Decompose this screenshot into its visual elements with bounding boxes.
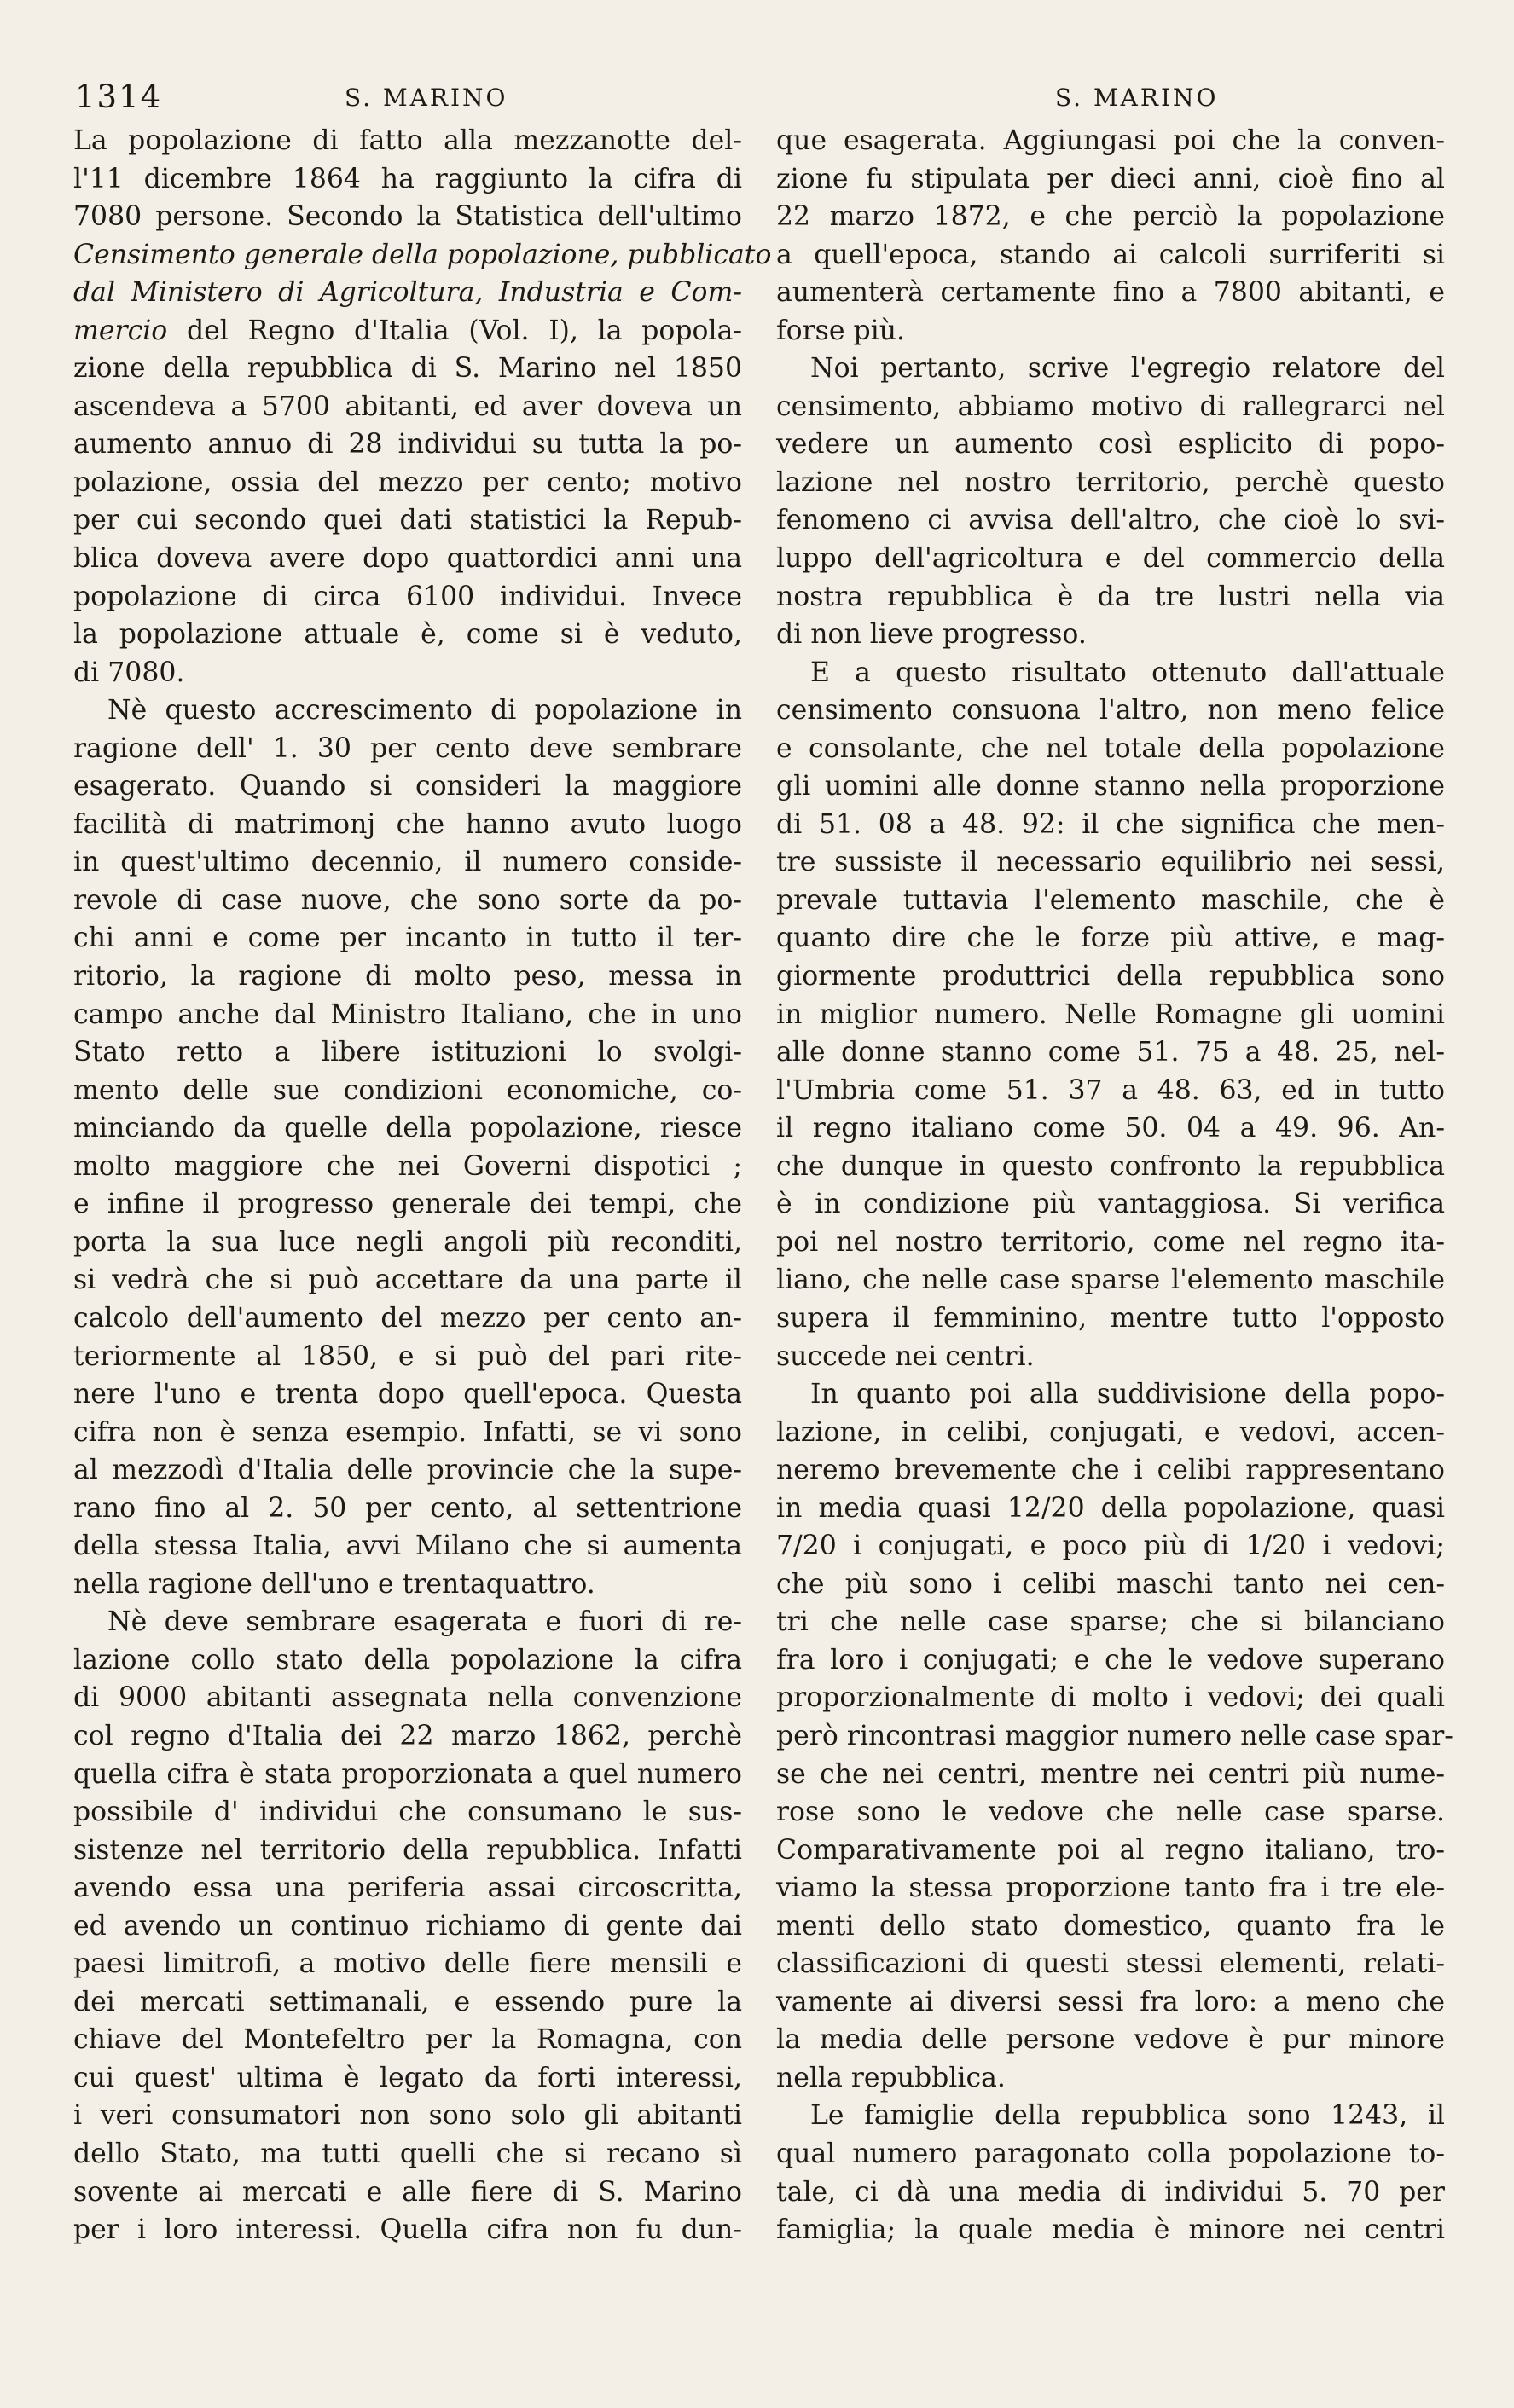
text-line: i veri consumatori non sono solo gli abitanti: [73, 2100, 742, 2132]
text-line: avendo essa una periferia assai circoscritta,: [73, 1873, 742, 1904]
text-line: calcolo dell'aumento del mezzo per cento an-: [73, 1302, 742, 1334]
text-line: mercio del Regno d'Italia (Vol. I), la popola-: [73, 315, 742, 346]
text-line: si vedrà che si può accettare da una parte il: [73, 1265, 742, 1296]
text-line: Nè deve sembrare esagerata e fuori di re-: [107, 1606, 742, 1638]
text-line: polazione, ossia del mezzo per cento; motivo: [73, 466, 742, 498]
text-line: prevale tuttavia l'elemento maschile, che è: [776, 884, 1445, 916]
text-line: campo anche dal Ministro Italiano, che in uno: [73, 999, 742, 1030]
text-line: in miglior numero. Nelle Romagne gli uomini: [776, 999, 1445, 1030]
text-line: Nè questo accrescimento di popolazione in: [107, 695, 742, 726]
text-line: a quell'epoca, stando ai calcoli surriferiti si: [776, 239, 1445, 270]
text-line: ascendeva a 5700 abitanti, ed aver doveva un: [73, 391, 742, 422]
page-number: 1314: [75, 78, 163, 115]
paragraph: [73, 692, 742, 1603]
text-line: aumento annuo di 28 individui su tutta la po-: [73, 429, 742, 460]
text-line: qual numero paragonato colla popolazione to-: [776, 2138, 1445, 2169]
text-line: Noi pertanto, scrive l'egregio relatore del: [810, 353, 1445, 385]
paragraph: [776, 1375, 1453, 2097]
text-line: Le famiglie della repubblica sono 1243, il: [810, 2100, 1445, 2132]
text-line: nella repubblica.: [776, 2062, 1006, 2093]
text-line: ed avendo un continuo richiamo di gente dai: [73, 1910, 742, 1942]
text-line: sistenze nel territorio della repubblica. Infatti: [73, 1834, 742, 1866]
running-head-right: S. MARINO: [1055, 84, 1219, 112]
text-line: In quanto poi alla suddivisione della popo-: [810, 1379, 1445, 1410]
paragraph: [776, 654, 1445, 1375]
text-line: col regno d'Italia dei 22 marzo 1862, perchè: [73, 1720, 742, 1751]
text-line: popolazione di circa 6100 individui. Invece: [73, 581, 742, 612]
text-line: rose sono le vedove che nelle case sparse.: [776, 1797, 1445, 1828]
text-line: per cui secondo quei dati statistici la Repub-: [73, 505, 742, 536]
text-line: censimento, abbiamo motivo di rallegrarci nel: [776, 391, 1445, 422]
text-line: viamo la stessa proporzione tanto fra i tre ele-: [776, 1873, 1445, 1904]
text-line: facilità di matrimonj che hanno avuto luogo: [73, 808, 742, 840]
text-line: però rincontrasi maggior numero nelle case spar-: [776, 1720, 1453, 1751]
text-line: vamente ai diversi sessi fra loro: a meno che: [776, 1986, 1445, 2017]
text-line: cifra non è senza esempio. Infatti, se vi sono: [73, 1416, 742, 1448]
text-line: Comparativamente poi al regno italiano, tro-: [776, 1834, 1445, 1866]
text-line: in media quasi 12/20 della popolazione, quasi: [776, 1492, 1445, 1524]
text-line: luppo dell'agricoltura e del commercio della: [776, 543, 1445, 575]
text-line: il regno italiano come 50. 04 a 49. 96. An-: [776, 1113, 1445, 1144]
text-line: classificazioni di questi stessi elementi, relati-: [776, 1948, 1445, 1980]
text-line: fenomeno ci avvisa dell'altro, che cioè lo svi-: [776, 505, 1445, 536]
text-line: minciando da quelle della popolazione, riesce: [73, 1113, 742, 1144]
text-line: dal Ministero di Agricoltura, Industria e Com-: [73, 277, 742, 309]
text-line: di 7080.: [73, 657, 185, 688]
text-line: 22 marzo 1872, e che perciò la popolazione: [776, 201, 1445, 233]
left-text-column: [73, 122, 772, 2249]
text-line: ragione dell' 1. 30 per cento deve sembrare: [73, 732, 742, 764]
page-header: [0, 78, 1514, 119]
text-line: di non lieve progresso.: [776, 619, 1087, 651]
text-line: 7/20 i conjugati, e poco più di 1/20 i vedovi;: [776, 1531, 1445, 1562]
text-line: giormente produttrici della repubblica sono: [776, 961, 1445, 993]
text-line: che dunque in questo confronto la repubblica: [776, 1150, 1445, 1182]
text-line: cui quest' ultima è legato da forti interessi,: [73, 2062, 742, 2093]
text-line: censimento consuona l'altro, non meno felice: [776, 695, 1445, 726]
text-line: tale, ci dà una media di individui 5. 70 per: [776, 2176, 1445, 2208]
text-line: aumenterà certamente fino a 7800 abitanti, e: [776, 277, 1445, 309]
text-line: per i loro interessi. Quella cifra non fu dun-: [73, 2214, 742, 2246]
text-line: supera il femminino, mentre tutto l'opposto: [776, 1302, 1445, 1334]
text-line: mento delle sue condizioni economiche, co-: [73, 1074, 742, 1106]
text-line: della stessa Italia, avvi Milano che si aumenta: [73, 1531, 742, 1562]
text-line: E a questo risultato ottenuto dall'attuale: [810, 657, 1445, 688]
text-line: blica doveva avere dopo quattordici anni una: [73, 543, 742, 575]
text-line: tri che nelle case sparse; che si bilanciano: [776, 1606, 1445, 1638]
text-line: Stato retto a libere istituzioni lo svolgi-: [73, 1037, 742, 1068]
text-line: di 51. 08 a 48. 92: il che significa che men-: [776, 808, 1445, 840]
text-line: zione fu stipulata per dieci anni, cioè fino al: [776, 163, 1445, 194]
text-line: e infine il progresso generale dei tempi, che: [73, 1189, 742, 1220]
text-line: l'11 dicembre 1864 ha raggiunto la cifra di: [73, 163, 742, 194]
text-line: vedere un aumento così esplicito di popo-: [776, 429, 1445, 460]
text-line: alle donne stanno come 51. 75 a 48. 25, nel-: [776, 1037, 1445, 1068]
text-line: teriormente al 1850, e si può del pari rite-: [73, 1340, 742, 1372]
text-line: lazione collo stato della popolazione la cifra: [73, 1644, 742, 1676]
text-line: neremo brevemente che i celibi rappresentano: [776, 1455, 1445, 1486]
text-line: che più sono i celibi maschi tanto nei cen-: [776, 1568, 1445, 1600]
paragraph: [776, 350, 1445, 653]
text-line: nella ragione dell'uno e trentaquattro.: [73, 1568, 595, 1600]
text-line: ritorio, la ragione di molto peso, messa in: [73, 961, 742, 993]
text-line: porta la sua luce negli angoli più reconditi,: [73, 1226, 742, 1258]
text-line: quanto dire che le forze più attive, e mag-: [776, 923, 1445, 954]
text-line: esagerato. Quando si consideri la maggiore: [73, 771, 742, 802]
text-line: sovente ai mercati e alle fiere di S. Marino: [73, 2176, 742, 2208]
text-line: 7080 persone. Secondo la Statistica dell'ultimo: [73, 201, 742, 233]
text-line: nostra repubblica è da tre lustri nella via: [776, 581, 1445, 612]
text-line: succede nei centri.: [776, 1340, 1035, 1372]
text-line: è in condizione più vantaggiosa. Si verifica: [776, 1189, 1445, 1220]
text-line: gli uomini alle donne stanno nella proporzione: [776, 771, 1445, 802]
text-line: in quest'ultimo decennio, il numero conside-: [73, 847, 742, 878]
text-line: tre sussiste il necessario equilibrio nei sessi,: [776, 847, 1445, 878]
text-line: dello Stato, ma tutti quelli che si recano sì: [73, 2138, 742, 2169]
text-line: lazione, in celibi, conjugati, e vedovi, accen-: [776, 1416, 1445, 1448]
text-line: e consolante, che nel totale della popolazione: [776, 732, 1445, 764]
text-line: Censimento generale della popolazione, pubblicato: [73, 239, 772, 270]
running-head-left: S. MARINO: [345, 84, 508, 112]
text-line: nere l'uno e trenta dopo quell'epoca. Questa: [73, 1379, 742, 1410]
paragraph: [776, 2097, 1445, 2249]
text-line: la popolazione attuale è, come si è veduto,: [73, 619, 742, 651]
text-line: famiglia; la quale media è minore nei centri: [776, 2214, 1445, 2246]
text-line: forse più.: [776, 315, 906, 346]
text-line: que esagerata. Aggiungasi poi che la conven-: [776, 125, 1445, 156]
text-line: molto maggiore che nei Governi dispotici ;: [73, 1150, 742, 1182]
text-line: dei mercati settimanali, e essendo pure la: [73, 1986, 742, 2017]
text-line: l'Umbria come 51. 37 a 48. 63, ed in tutto: [776, 1074, 1445, 1106]
text-line: se che nei centri, mentre nei centri più nume-: [776, 1758, 1445, 1790]
text-line: al mezzodì d'Italia delle provincie che la supe-: [73, 1455, 742, 1486]
text-line: chi anni e come per incanto in tutto il ter-: [73, 923, 742, 954]
text-line: liano, che nelle case sparse l'elemento maschile: [776, 1265, 1445, 1296]
text-line: possibile d' individui che consumano le sus-: [73, 1797, 742, 1828]
paragraph: [73, 1603, 742, 2249]
text-line: revole di case nuove, che sono sorte da po-: [73, 884, 742, 916]
text-line: zione della repubblica di S. Marino nel 1850: [73, 353, 742, 385]
paragraph: [776, 122, 1445, 350]
text-line: lazione nel nostro territorio, perchè questo: [776, 466, 1445, 498]
text-line: proporzionalmente di molto i vedovi; dei quali: [776, 1682, 1445, 1714]
text-line: menti dello stato domestico, quanto fra le: [776, 1910, 1445, 1942]
text-line: la media delle persone vedove è pur minore: [776, 2024, 1445, 2056]
text-line: paesi limitrofi, a motivo delle fiere mensili e: [73, 1948, 742, 1980]
text-line: La popolazione di fatto alla mezzanotte del-: [73, 125, 742, 156]
text-line: chiave del Montefeltro per la Romagna, con: [73, 2024, 742, 2056]
text-line: fra loro i conjugati; e che le vedove superano: [776, 1644, 1445, 1676]
paragraph: [73, 122, 772, 692]
text-line: poi nel nostro territorio, come nel regno ita-: [776, 1226, 1445, 1258]
text-line: rano fino al 2. 50 per cento, al settentrione: [73, 1492, 742, 1524]
right-text-column: [776, 122, 1453, 2249]
text-line: di 9000 abitanti assegnata nella convenzione: [73, 1682, 742, 1714]
text-line: quella cifra è stata proporzionata a quel numero: [73, 1758, 742, 1790]
